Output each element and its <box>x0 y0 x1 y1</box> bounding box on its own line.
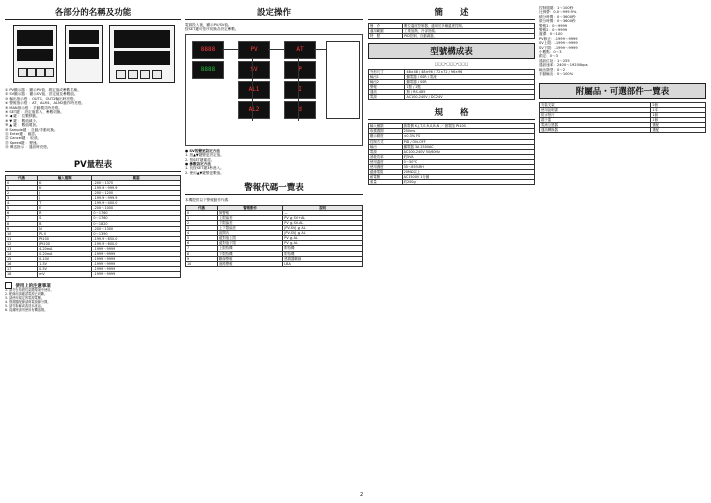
model-row-cell: 外形尺寸 <box>369 69 405 74</box>
intro-row-cell: 簡 介 <box>369 24 403 29</box>
alarm-row <box>186 261 363 266</box>
model-row-cell: 通訊 <box>369 90 405 95</box>
name-item: ⑤ MAN指示燈 ：手動模式時亮燈。 <box>5 105 62 110</box>
spec-row-cell: 絕緣電阻 <box>369 170 403 175</box>
alarm-row-cell: 6 <box>186 241 218 246</box>
column-3-left <box>368 6 535 185</box>
pv-row-cell: 0～1390 <box>92 231 181 236</box>
pv-row-cell: -1999～9999 <box>92 267 181 272</box>
pv-row-cell: JPt100 <box>38 241 92 246</box>
param-item: 積分時間：0～3600秒 <box>539 14 576 19</box>
param-item: 警報1：0～9999 <box>539 23 568 28</box>
pv-row-cell: K <box>38 180 92 185</box>
model-code: □□□-□□□-□□□ <box>434 62 469 67</box>
accessory-row-cell: 1本 <box>651 107 706 112</box>
flow-display: I <box>284 81 316 99</box>
alarm-row-cell: PV ≦ AL <box>283 241 363 246</box>
controller-front-3 <box>109 25 175 83</box>
key-c <box>140 70 150 79</box>
param-item: 小數點：0～3 <box>539 50 562 55</box>
flow-arrow <box>268 49 284 50</box>
pv-row-cell: J <box>38 190 92 195</box>
intro-body <box>369 24 535 39</box>
alarm-row-cell: 下限待機 <box>218 251 283 256</box>
controller-front-1 <box>13 25 57 83</box>
names-list <box>5 88 181 150</box>
model-row-cell: 輸出1 <box>369 74 405 79</box>
model-table <box>368 69 535 101</box>
name-item: ⑥ SET鍵 ：設定值寫入、參數切換。 <box>5 110 64 115</box>
param-list <box>539 6 706 77</box>
pv-row-cell: 0～1760 <box>92 216 181 221</box>
alarm-row-cell: 附待機 <box>283 246 363 251</box>
pv-row-cell: K <box>38 185 92 190</box>
alarm-row-cell: 迴路警報 <box>218 261 283 266</box>
section-title-alarm: 警報代碼一覽表 <box>185 181 363 195</box>
note-item: 3. 請使用規定的電源電壓。 <box>5 295 45 300</box>
pv-row-cell: 14 <box>6 252 38 257</box>
spec-row-cell: 250ms <box>402 129 534 134</box>
notes-box <box>5 282 181 313</box>
intro-row-cell: 數位溫度控制器，適用於多種溫度控制。 <box>403 24 535 29</box>
pv-row-cell: 0-5V <box>38 267 92 272</box>
alarm-row-cell: 上限偏差 <box>218 215 283 220</box>
pv-row-cell: -199.9～850.0 <box>92 236 181 241</box>
alarm-row-cell: 9 <box>186 256 218 261</box>
key-b <box>128 70 138 79</box>
model-row-cell: 48×48 / 48×96 / 72×72 / 96×96 <box>405 69 535 74</box>
step-line: 1. 按▲▼鍵變更設定值。 <box>185 153 224 158</box>
pv-row-cell: 18 <box>6 272 38 277</box>
spec-row-cell: 輸出 <box>369 144 403 149</box>
pv-header-code: 代碼 <box>6 175 38 180</box>
model-row-cell: 繼電器 / SSR / 電流 <box>405 74 535 79</box>
note-item: 6. 清潔時請勿使用有機溶劑。 <box>5 307 48 312</box>
param-item: 微分時間：0～3600秒 <box>539 19 576 24</box>
note-item: 5. 請勿拆解或改造本產品。 <box>5 303 45 308</box>
sv-display-3 <box>114 51 170 65</box>
page-number: 2 <box>360 492 364 498</box>
spec-row-cell: 繼電器 3A 250VAC <box>402 144 534 149</box>
setting-desc-line: 按SET鍵可依序切換各設定參數。 <box>185 27 239 32</box>
name-item: ④ 警報指示燈 ：AT、ALM1、ALM2動作時亮燈。 <box>5 101 85 106</box>
alarm-row-cell: 上限待機 <box>218 246 283 251</box>
pv-row-cell: Pt100 <box>38 236 92 241</box>
spec-row-cell: 使用濕度 <box>369 165 403 170</box>
pv-row-cell: R <box>38 211 92 216</box>
model-row-cell: 警報 <box>369 84 405 89</box>
pv-row-cell: 4 <box>6 201 38 206</box>
alarm-row-cell: 1 <box>186 215 218 220</box>
accessory-row-cell: 1個 <box>651 112 706 117</box>
controller-diagram <box>5 23 181 85</box>
alarm-row-cell: 絕對值上限 <box>218 236 283 241</box>
intro-row <box>369 34 535 39</box>
model-row-cell: 繼電器 / SSR <box>405 79 535 84</box>
spec-row-cell: 控制方式 <box>369 139 403 144</box>
notes-list <box>5 289 181 312</box>
pv-row-cell: 0-20mA <box>38 252 92 257</box>
pv-row-cell: 6 <box>6 211 38 216</box>
alarm-intro: 本機提供以下警報動作代碼： <box>185 198 232 203</box>
alarm-table <box>185 205 363 267</box>
pv-row-cell: 5 <box>6 206 38 211</box>
spec-row-cell: 約5VA <box>402 154 534 159</box>
name-item: ⑩ Sample鍵 ：自動/手動切換。 <box>5 127 58 132</box>
key-left <box>27 68 36 77</box>
pv-row-cell: -199.9～999.9 <box>92 196 181 201</box>
accessory-body <box>540 102 706 133</box>
pv-row-cell: 2 <box>6 190 38 195</box>
alarm-row-cell: PV ≦ SV-AL <box>283 220 363 225</box>
column-3-right <box>539 6 706 185</box>
alarm-row-cell: 斷線警報 <box>218 256 283 261</box>
step-line: 2. 使用▲▼鍵變更數值。 <box>185 170 224 175</box>
alarm-body <box>186 210 363 266</box>
param-item: 手動輸出：0～100% <box>539 72 574 77</box>
alarm-row-cell: PV ≧ SV+AL <box>283 215 363 220</box>
column-1 <box>5 6 181 312</box>
spec-table <box>368 123 535 185</box>
pv-row-cell: -1999～9999 <box>92 262 181 267</box>
pv-row-cell: 1-5V <box>38 262 92 267</box>
param-item: 警報2：0～9999 <box>539 28 568 33</box>
name-item: ⑭ 傳送指示 ：通訊時亮燈。 <box>5 145 51 150</box>
alarm-row-cell: 區間內 <box>218 231 283 236</box>
pv-row-cell: -199.9～600.0 <box>92 241 181 246</box>
flow-display: P <box>284 61 316 79</box>
pv-row-cell: -199.9～400.0 <box>92 201 181 206</box>
spec-row-cell: 取樣週期 <box>369 129 403 134</box>
pv-row-cell: -200～1300 <box>92 226 181 231</box>
spec-row-cell: 電源 <box>369 149 403 154</box>
param-item: 鎖定：0～3 <box>539 54 558 59</box>
section-title-intro: 簡 述 <box>368 6 535 20</box>
pv-row-cell: 10 <box>6 231 38 236</box>
name-item: ② SV顯示器 ：顯示SV值、設定值及參數值。 <box>5 92 78 97</box>
param-item: 通訊位址：1～255 <box>539 58 570 63</box>
pv-row-cell: 15 <box>6 257 38 262</box>
name-item: ⑧ ▼ 鍵 ：數值減少。 <box>5 118 40 123</box>
pv-header-range: 範圍 <box>92 175 181 180</box>
step-line: ● SV的變更設定方法 <box>185 148 220 153</box>
key-a <box>116 70 126 79</box>
spec-row-cell: AC100-240V 50/60Hz <box>402 149 534 154</box>
alarm-row-cell: 上下限偏差 <box>218 226 283 231</box>
flow-display: d <box>284 101 316 119</box>
pv-row-cell: 16 <box>6 262 38 267</box>
spec-row-cell: 使用溫度 <box>369 159 403 164</box>
alarm-row-cell: |PV-SV| ≧ AL <box>283 226 363 231</box>
alarm-row-cell: |PV-SV| ≦ AL <box>283 231 363 236</box>
alarm-row-cell: 4 <box>186 231 218 236</box>
section-title-pv: PV量程表 <box>5 158 181 172</box>
key-up <box>45 68 54 77</box>
note-item: 4. 感測器配線請與電源線分開。 <box>5 299 51 304</box>
spec-row-cell: 輸入種類 <box>369 124 403 129</box>
spec-body <box>369 124 535 185</box>
intro-row-cell: PID控制、自動調諧。 <box>403 34 535 39</box>
alarm-row-cell: 7 <box>186 246 218 251</box>
alarm-row-cell: 0 <box>186 210 218 215</box>
alarm-row-cell: LBA <box>283 261 363 266</box>
pv-row-cell: 7 <box>6 216 38 221</box>
spec-row-cell: 消耗功率 <box>369 154 403 159</box>
note-item: 2. 配線前請確認電源已切斷。 <box>5 291 48 296</box>
param-item: 通訊速率：2400～19200bps <box>539 63 588 68</box>
pv-row-cell: -1999～9999 <box>92 252 181 257</box>
section-title-setting: 設定操作 <box>185 6 363 20</box>
model-row-cell: 輸出2 <box>369 79 405 84</box>
flow-display: PV <box>238 41 270 59</box>
sv-display-2 <box>69 47 99 59</box>
pv-range-body <box>6 180 181 277</box>
alarm-row-cell: PV ≧ AL <box>283 236 363 241</box>
flow-display: 8888 <box>192 41 224 59</box>
intro-row-cell: 工業加熱、冷卻設備。 <box>403 29 535 34</box>
model-row-cell: 無 / RS-485 <box>405 90 535 95</box>
alarm-row-cell: 8 <box>186 251 218 256</box>
spec-row-cell: PID / ON-OFF <box>402 139 534 144</box>
accessory-row-cell: 防水墊片 <box>540 112 651 117</box>
pv-range-table <box>5 175 181 278</box>
pv-row-cell: 1 <box>6 185 38 190</box>
alarm-row-cell: 附待機 <box>283 251 363 256</box>
key-set <box>18 68 27 77</box>
spec-row-cell: AC1500V 1分鐘 <box>402 175 534 180</box>
alarm-row-cell: — <box>283 210 363 215</box>
spec-row-cell: 耐電壓 <box>369 175 403 180</box>
accessory-row <box>540 127 706 132</box>
param-item: PV修正：-1999～9999 <box>539 36 578 41</box>
key-down <box>36 68 45 77</box>
pv-row-cell: 11 <box>6 236 38 241</box>
name-item: ⑪ Enter鍵 ：確認。 <box>5 132 39 137</box>
pv-row-cell: 9 <box>6 226 38 231</box>
spec-row <box>369 180 535 185</box>
alarm-row-cell: 絕對值下限 <box>218 241 283 246</box>
spec-row-cell: 0～50℃ <box>402 159 534 164</box>
spec-row-cell: 約200g <box>402 180 534 185</box>
step-line: ● 參數設定方法 <box>185 162 211 167</box>
alarm-row-cell: 10 <box>186 261 218 266</box>
name-item: ③ 輸出指示燈 ：OUT1、OUT2輸出時亮燈。 <box>5 96 78 101</box>
pv-row-cell: B <box>38 221 92 226</box>
alarm-header-desc: 說明 <box>283 205 363 210</box>
param-item: 比例帶：0.0～999.9% <box>539 10 577 15</box>
pv-row-cell: E <box>38 206 92 211</box>
notes-title: 使用上的注意事項 <box>15 283 51 289</box>
spec-row-cell: 35～85%RH <box>402 165 534 170</box>
spec-row-cell: 顯示精度 <box>369 134 403 139</box>
flow-display: AL1 <box>238 81 270 99</box>
model-row-cell: AC100-240V / DC24V <box>405 95 535 100</box>
intro-row-cell: 適用範圍 <box>369 29 403 34</box>
param-item: 控制週期：1～100秒 <box>539 6 574 10</box>
pv-display-3 <box>114 30 170 48</box>
sv-display <box>17 49 53 61</box>
pv-row-cell: -199.9～999.9 <box>92 185 181 190</box>
pv-row-cell: -1999～9999 <box>92 272 181 277</box>
pv-display-2 <box>69 30 99 44</box>
spec-row-cell: 熱電偶 K,J,T,E,R,S,B,N ／ 熱電阻 Pt100 <box>402 124 534 129</box>
model-row-cell: 1點 / 2點 <box>405 84 535 89</box>
spec-row-cell: 20MΩ以上 <box>402 170 534 175</box>
step-line: 2. 按SET鍵確認。 <box>185 157 215 162</box>
pv-row-cell: 0 <box>6 180 38 185</box>
param-item: SV下限：-1999～9999 <box>539 45 578 50</box>
accessory-row-cell: 1個 <box>651 117 706 122</box>
section-title-names: 各部分的名稱及功能 <box>5 6 181 20</box>
accessory-row-cell: 安裝支架 <box>540 102 651 107</box>
pv-row-cell: 13 <box>6 247 38 252</box>
flow-arrow <box>314 49 326 50</box>
intro-row-cell: 特 點 <box>369 34 403 39</box>
param-item: 輸出類型：0～2 <box>539 67 566 72</box>
pv-row-cell: -200～1200 <box>92 190 181 195</box>
flow-connector <box>298 57 299 121</box>
alarm-row-cell: 感測器斷線 <box>283 256 363 261</box>
pv-row-cell: -200～1370 <box>92 180 181 185</box>
pv-row-cell: -1999～9999 <box>92 257 181 262</box>
alarm-header-code: 代碼 <box>186 205 218 210</box>
alarm-row-cell: 無警報 <box>218 210 283 215</box>
pv-row-cell: J <box>38 196 92 201</box>
accessory-row-cell: 使用說明書 <box>540 107 651 112</box>
model-row-cell: 電源 <box>369 95 405 100</box>
pv-header-type: 輸入種類 <box>38 175 92 180</box>
pv-row-cell: 0～1760 <box>92 211 181 216</box>
key-d <box>152 70 162 79</box>
spec-row-cell: ±0.3% FS <box>402 134 534 139</box>
accessory-row-cell: 電流互感器 <box>540 122 651 127</box>
pv-row-cell: mV <box>38 272 92 277</box>
pv-row-cell: -200～1000 <box>92 206 181 211</box>
accessory-row-cell: 2個 <box>651 102 706 107</box>
name-item: ① PV顯示器 ：顯示PV值、測定值或參數名稱。 <box>5 88 81 92</box>
pv-display <box>17 30 53 46</box>
alarm-row-cell: 下限偏差 <box>218 220 283 225</box>
flow-side-box <box>326 41 360 119</box>
pv-row-cell: 8 <box>6 221 38 226</box>
section-title-spec: 規 格 <box>368 106 535 120</box>
accessory-row-cell: 選配 <box>651 127 706 132</box>
column-2 <box>185 6 363 267</box>
pv-row-cell: 0-10V <box>38 257 92 262</box>
alarm-row-cell: 2 <box>186 220 218 225</box>
step-line: 1. 長按SET鍵3秒進入。 <box>185 166 224 171</box>
param-item: SV上限：-1999～9999 <box>539 41 578 46</box>
section-title-model: 型號構成表 <box>368 43 535 59</box>
flow-connector <box>252 57 253 121</box>
pv-row-cell: S <box>38 216 92 221</box>
flow-display: 8888 <box>192 61 224 79</box>
note-item: 1. 請勿在易燃性氣體環境中使用。 <box>5 287 54 292</box>
column-3 <box>368 6 706 185</box>
setting-steps <box>185 149 363 175</box>
controller-front-2 <box>65 25 103 83</box>
pv-row-cell: 17 <box>6 267 38 272</box>
model-row <box>369 95 535 100</box>
section-title-accessory: 附屬品・可選部件一覽表 <box>539 83 706 99</box>
pv-row <box>6 272 181 277</box>
pv-row-cell: 12 <box>6 241 38 246</box>
intro-table <box>368 23 535 39</box>
name-item: ⑦ ◀ 鍵 ：位數移動。 <box>5 114 40 119</box>
flow-arrow <box>222 49 238 50</box>
pv-row-cell: -1999～9999 <box>92 247 181 252</box>
accessory-row-cell: 通訊轉換器 <box>540 127 651 132</box>
setting-desc-line: 電源投入後，顯示PV/SV值。 <box>185 23 232 27</box>
flow-display: SV <box>238 61 270 79</box>
pv-row-cell: 0～1820 <box>92 221 181 226</box>
setting-flow-diagram <box>185 34 363 146</box>
accessory-table <box>539 102 706 134</box>
name-item: ⑫ Cancel鍵 ：取消。 <box>5 136 42 141</box>
name-item: ⑨ ▲ 鍵 ：數值增加。 <box>5 123 40 128</box>
pv-row-cell: N <box>38 226 92 231</box>
pv-row-cell: T <box>38 201 92 206</box>
spec-row-cell: 重量 <box>369 180 403 185</box>
model-body <box>369 69 535 100</box>
flow-display: AL2 <box>238 101 270 119</box>
accessory-row-cell: 端子蓋 <box>540 117 651 122</box>
pv-row-cell: 4-20mA <box>38 247 92 252</box>
alarm-header-action: 警報動作 <box>218 205 283 210</box>
pv-row-cell: 3 <box>6 196 38 201</box>
accessory-row-cell: 選配 <box>651 122 706 127</box>
alarm-row-cell: 5 <box>186 236 218 241</box>
alarm-row-cell: 3 <box>186 226 218 231</box>
setting-desc <box>185 23 363 32</box>
flow-display: AT <box>284 41 316 59</box>
param-item: 遲滯：0～100 <box>539 32 563 37</box>
name-item: ⑬ Speed鍵 ：變速。 <box>5 140 41 145</box>
pv-row-cell: PL II <box>38 231 92 236</box>
